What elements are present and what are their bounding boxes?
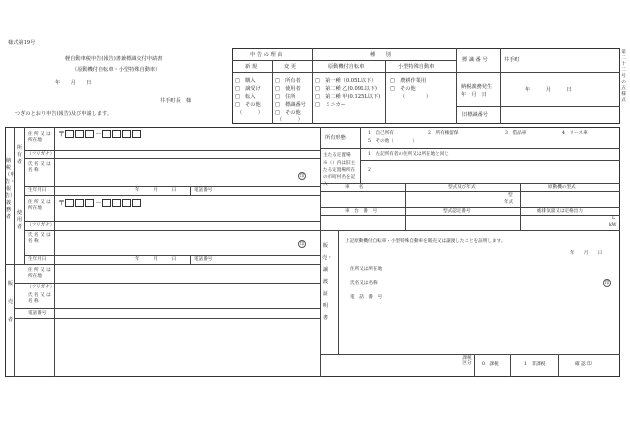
user-phone-label: 電話番号 bbox=[194, 257, 213, 262]
user-seal: 印 bbox=[299, 242, 305, 247]
seller-furigana-label: （フリガナ） bbox=[27, 285, 55, 290]
taxable-option[interactable]: 0 課税 bbox=[482, 362, 499, 367]
reason-new-header: 新 規 bbox=[245, 64, 258, 70]
tax-start-value: 年 月 日 bbox=[525, 87, 572, 93]
reason-change-item[interactable]: □ 標識番号 bbox=[275, 102, 306, 108]
certification-phone: 電 話 番 号 bbox=[350, 295, 383, 300]
user-birth-label: 生年月日 bbox=[28, 257, 47, 262]
certification-seal: 印 bbox=[604, 281, 610, 286]
form-number: 様式第19号 bbox=[8, 40, 36, 46]
owner-birth-label: 生年月日 bbox=[28, 188, 47, 193]
model-year-char: 型 bbox=[508, 193, 513, 198]
taxpayer-label: 納税（申告・報告）義務者 bbox=[5, 158, 16, 220]
certification-text: 上記原動機付自転車・小型特殊自動車を販売又は譲渡したことを証明します。 bbox=[345, 239, 506, 244]
reason-change-header: 変 更 bbox=[284, 64, 297, 70]
user-label: 使用者 bbox=[16, 210, 23, 230]
user-furigana-label: （フリガナ） bbox=[27, 223, 55, 228]
owner-birth-value: 年 月 日 bbox=[135, 188, 177, 193]
model-year-label: 年式 bbox=[504, 200, 514, 205]
reason-new-item[interactable]: □ 譲受け bbox=[235, 86, 261, 92]
exempt-option[interactable]: 1 非課税 bbox=[524, 362, 546, 367]
type-header: 種 別 bbox=[370, 52, 391, 58]
moped-item[interactable]: □ ミニカー bbox=[315, 102, 346, 108]
seller-label: 販売者 bbox=[7, 281, 14, 323]
special-item: （ ） bbox=[400, 94, 432, 100]
certification-label: 販売・譲渡証明書 bbox=[322, 243, 333, 321]
owner-seal: 印 bbox=[299, 174, 305, 179]
user-birth-value: 年 月 日 bbox=[135, 257, 177, 262]
owner-address-label: 住 所 又 は 所在地 bbox=[28, 132, 51, 143]
ownership-item[interactable]: 5 その他（ ） bbox=[368, 139, 417, 144]
reason-change-item[interactable]: □ 住所 bbox=[275, 94, 296, 100]
reason-change-item[interactable]: □ その他 bbox=[275, 110, 301, 116]
seller-name-label: 氏 名 又 は 名 称 bbox=[28, 293, 51, 304]
date-line: 年 月 日 bbox=[55, 80, 92, 86]
storage-label: 主たる定置場 bbox=[323, 153, 351, 158]
owner-postal[interactable]: 〒 － bbox=[58, 130, 142, 138]
intro-text: つぎのとおり申告(報告)及び申請します。 bbox=[15, 111, 113, 117]
certification-name: 氏名又は名称 bbox=[350, 281, 378, 286]
confirm-stamp-label: 確 認 印 bbox=[575, 362, 592, 367]
special-header: 小型特殊自動車 bbox=[398, 64, 435, 70]
maker-label: 車 名 bbox=[345, 185, 364, 190]
main-table bbox=[5, 127, 620, 377]
side-label: 第二十二号の五様式 bbox=[621, 50, 626, 103]
plate-town: 井手町 bbox=[504, 57, 520, 63]
ownership-label: 所有形態 bbox=[325, 135, 346, 141]
user-name-label: 氏 名 又 は 名 称 bbox=[28, 233, 51, 244]
storage-option2[interactable]: 2 bbox=[368, 168, 371, 173]
form-title: 軽自動車税申告(報告)書兼標識交付申請書 bbox=[65, 56, 163, 62]
certification-date: 年 月 日 bbox=[570, 251, 603, 256]
reason-new-item[interactable]: □ その他 bbox=[235, 102, 261, 108]
reason-change-item: （ ） bbox=[277, 117, 303, 123]
ownership-item[interactable]: 3 借品車 bbox=[505, 131, 527, 136]
storage-option1[interactable]: 1 左記所有者の住所又は所在地と同じ bbox=[368, 152, 450, 157]
seller-phone-label: 電話番号 bbox=[28, 311, 47, 316]
model-number-label: 型式認定番号 bbox=[443, 209, 471, 214]
engine-type-label: 原動機の型式 bbox=[548, 185, 576, 190]
reason-new-item[interactable]: □ 転入 bbox=[235, 94, 256, 100]
moped-header: 原動機付自転車 bbox=[328, 64, 365, 70]
owner-label: 所有者 bbox=[16, 145, 23, 165]
special-item[interactable]: □ 農耕作業用 bbox=[390, 78, 427, 84]
moped-item[interactable]: □ 第一種（0.05L以下） bbox=[315, 78, 377, 84]
form-subtitle: （原動機付自転車・小型特殊自動車） bbox=[72, 67, 161, 73]
displacement-label: 総排気量又は定格出力 bbox=[537, 209, 583, 214]
tax-start-label: 納税義務発生年 月 日 bbox=[461, 84, 493, 98]
old-plate-label: 旧標識番号 bbox=[462, 112, 488, 118]
reason-change-item[interactable]: □ 使用者 bbox=[275, 86, 301, 92]
certification-address: 住所又は所在地 bbox=[350, 267, 383, 272]
ownership-item[interactable]: 4 リース車 bbox=[562, 131, 588, 136]
ownership-item[interactable]: 2 所有権留保 bbox=[428, 131, 459, 136]
owner-furigana-label: （フリガナ） bbox=[27, 152, 55, 157]
tax-class-label: 課税区分 bbox=[462, 356, 472, 366]
user-address-label: 住 所 又 は 所在地 bbox=[28, 200, 51, 211]
unit-l: L bbox=[612, 216, 616, 221]
reason-header: 申 告 の 理 由 bbox=[250, 52, 283, 58]
model-label: 型式及び年式 bbox=[448, 185, 476, 190]
storage-note: ※（）内は旧主たる定置場所在の市町村名を記入 bbox=[323, 161, 356, 187]
owner-name-label: 氏 名 又 は 名 称 bbox=[28, 162, 51, 173]
reason-new-item: （ ） bbox=[237, 110, 263, 116]
ownership-item[interactable]: 1 自己所有 bbox=[368, 131, 394, 136]
moped-item[interactable]: □ 第二種 乙(0.09L以下) bbox=[315, 86, 377, 92]
reason-change-item[interactable]: □ 所有者 bbox=[275, 78, 301, 84]
seller-address-label: 住 所 又 は 所在地 bbox=[28, 268, 51, 279]
chassis-label: 車 台 番 号 bbox=[345, 209, 378, 214]
plate-label: 標 識 番 号 bbox=[462, 57, 488, 63]
moped-item[interactable]: □ 第二種 甲(0.125L以下) bbox=[315, 94, 381, 100]
addressee: 井手町長 様 bbox=[160, 98, 192, 104]
user-postal[interactable]: 〒 － bbox=[58, 199, 142, 207]
special-item[interactable]: □ その他 bbox=[390, 86, 416, 92]
reason-new-item[interactable]: □ 購入 bbox=[235, 78, 256, 84]
unit-kw: kW bbox=[609, 223, 617, 228]
owner-phone-label: 電話番号 bbox=[194, 188, 213, 193]
